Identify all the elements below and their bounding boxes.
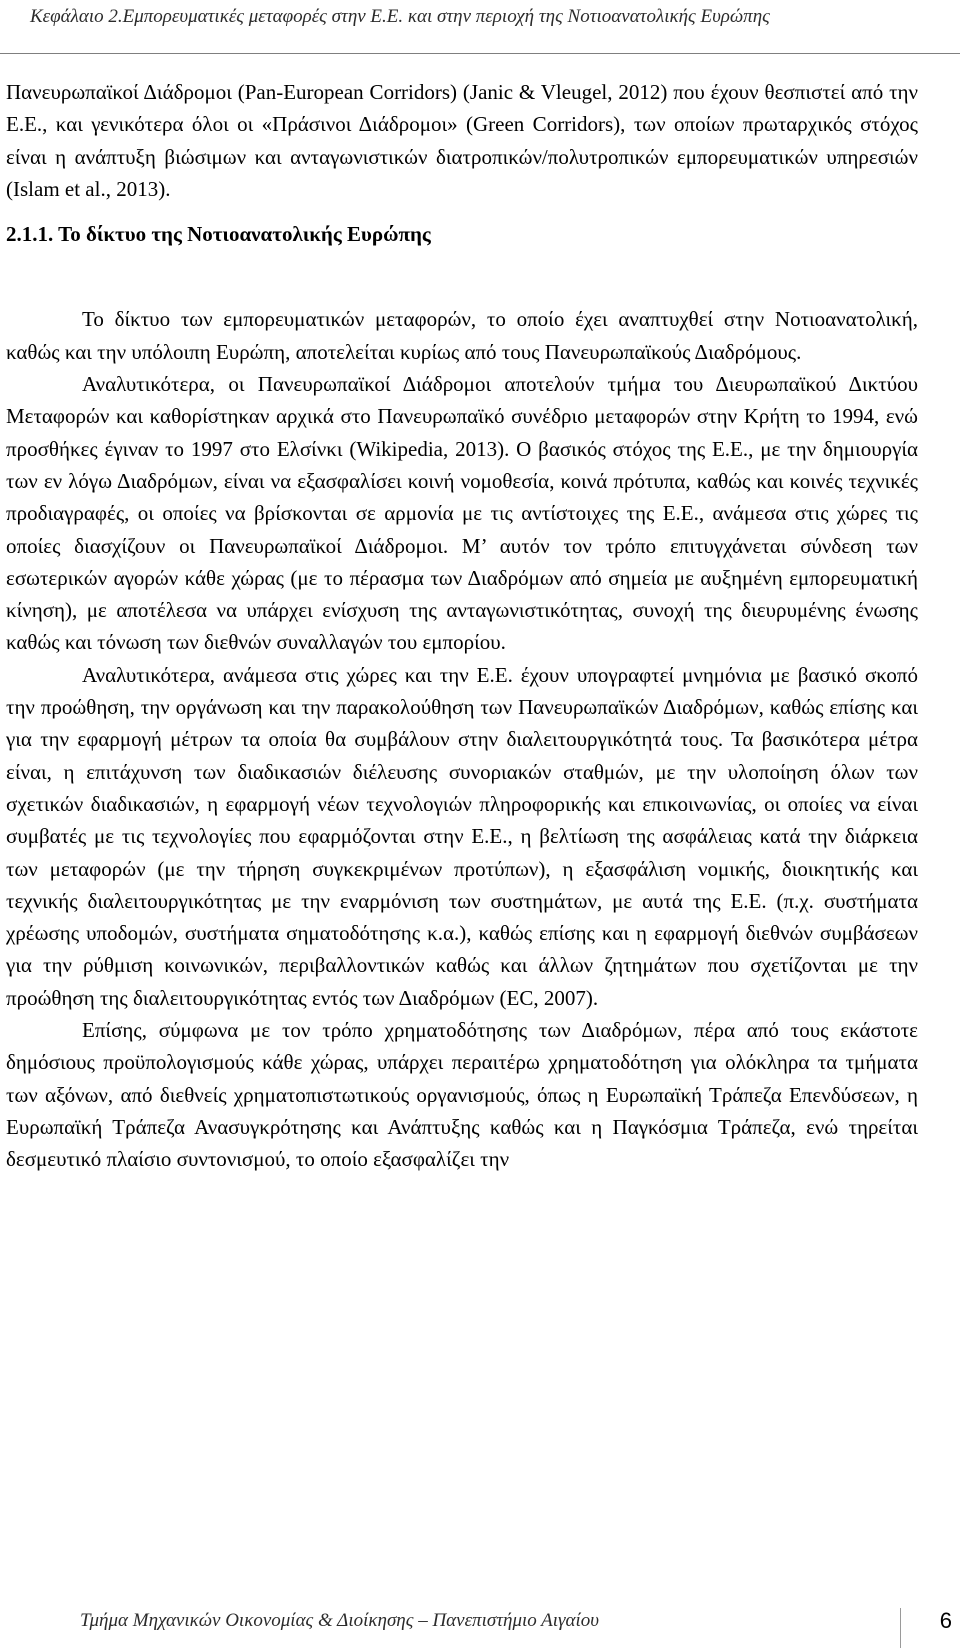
paragraph-continuation: Πανευρωπαϊκοί Διάδρομοι (Pan-European Corridors) (Janic & Vleugel, 2012) που έχουν θεσπιστεί από την Ε.Ε., και γενικότερα όλοι οι «Πράσινοι Διάδρομοι» (Green Corridors), των οποίων πρωταρχικός στόχος είναι η ανάπτυξη βιώσιμων και ανταγωνιστικών διατροπικών/πολυτροπικών εμπορευματικών υπηρεσιών (Islam et al., 2013). xyxy=(6,80,918,201)
running-title: Κεφάλαιο 2.Εμπορευματικές μεταφορές στην Ε.Ε. και στην περιοχή της Νοτιοανατολικής Ευρώπης xyxy=(30,6,770,27)
paragraph-memoranda: Αναλυτικότερα, ανάμεσα στις χώρες και την Ε.Ε. έχουν υπογραφτεί μνημόνια με βασικό σκοπό την προώθηση, την οργάνωση και την παρακολούθηση των Πανευρωπαϊκών Διαδρόμων, καθώς επίσης και για την εφαρμογή μέτρων τα οποία θα συμβάλουν στην διαλειτουργικότητά τους. Τα βασικότερα μέτρα είναι, η επιτάχυνση των διαδικασιών διέλευσης συνοριακών σταθμών, με την υλοποίηση όλων των σχετικών διαδικασιών, η εφαρμογή νέων τεχνολογιών πληροφορικής και επικοινωνίας, οι οποίες να είναι συμβατές με τις τεχνολογίες που εφαρμόζονται στην Ε.Ε., η βελτίωση της ασφάλειας κατά την διάρκεια των μεταφορών (με την τήρηση συγκεκριμένων προτύπων), η εξασφάλιση νομικής, διοικητικής και τεχνικής διαλειτουργικότητας με την εναρμόνιση των συστημάτων, με αυτά της Ε.Ε. (π.χ. συστήματα χρέωσης υποδομών, συστήματα σηματοδότησης κ.α.), καθώς επίσης και η εφαρμογή διεθνών συμβάσεων για την ρύθμιση κοινωνικών, περιβαλλοντικών καθώς και άλλων ζητημάτων που σχετίζονται με την προώθηση της διαλειτουργικότητας εντός των Διαδρόμων (EC, 2007). xyxy=(6,662,918,1010)
header-divider xyxy=(0,53,960,54)
paragraph-network-intro: Το δίκτυο των εμπορευματικών μεταφορών, το οποίο έχει αναπτυχθεί στην Νοτιοανατολική, καθώς και την υπόλοιπη Ευρώπη, αποτελείται κυρίως από τους Πανευρωπαϊκούς Διαδρόμους. xyxy=(6,307,918,364)
page-footer xyxy=(0,1610,960,1650)
page-body xyxy=(6,76,918,1176)
paragraph-funding: Επίσης, σύμφωνα με τον τρόπο χρηματοδότησης των Διαδρόμων, πέρα από τους εκάστοτε δημόσιους προϋπολογισμούς κάθε χώρας, υπάρχει περαιτέρω χρηματοδότηση για ολόκληρα τα τμήματα των αξόνων, από διεθνείς χρηματοπιστωτικούς οργανισμούς, όπως η Ευρωπαϊκή Τράπεζα Επενδύσεων, η Ευρωπαϊκή Τράπεζα Ανασυγκρότησης και Ανάπτυξης καθώς και η Παγκόσμια Τράπεζα, ενώ τηρείται δεσμευτικό πλαίσιο συντονισμού, το οποίο εξασφαλίζει την xyxy=(6,1018,918,1172)
page-number: 6 xyxy=(939,1608,952,1633)
section-heading: 2.1.1. Το δίκτυο της Νοτιοανατολικής Ευρώπης xyxy=(6,222,431,247)
page-header xyxy=(0,0,960,58)
footer-divider xyxy=(900,1608,901,1648)
paragraph-corridors-detail: Αναλυτικότερα, οι Πανευρωπαϊκοί Διάδρομοι αποτελούν τμήμα του Διευρωπαϊκού Δικτύου Μεταφορών και καθορίστηκαν αρχικά στο Πανευρωπαϊκό συνέδριο μεταφορών στην Κρήτη το 1994, ενώ προσθήκες έγιναν το 1997 στο Ελσίνκι (Wikipedia, 2013). Ο βασικός στόχος της Ε.Ε., με την δημιουργία των εν λόγω Διαδρόμων, είναι να εξασφαλίσει κοινή νομοθεσία, κοινά πρότυπα, καθώς και κοινές τεχνικές προδιαγραφές, οι οποίες να βρίσκονται σε αρμονία με τις αντίστοιχες της Ε.Ε., ανάμεσα στις χώρες τις οποίες διασχίζουν οι Πανευρωπαϊκοί Διάδρομοι. Μ’ αυτόν τον τρόπο επιτυγχάνεται σύνδεση των εσωτερικών αγορών κάθε χώρας (με το πέρασμα των Διαδρόμων από σημεία με αυξημένη εμπορευματική κίνηση), με αποτέλεσα να υπάρχει ενίσχυση της ανταγωνιστικότητας, συνοχή της διευρυμένης ένωσης καθώς και τόνωση των διεθνών συναλλαγών του εμπορίου. xyxy=(6,372,918,655)
footer-institution: Τμήμα Μηχανικών Οικονομίας & Διοίκησης – Πανεπιστήμιο Αιγαίου xyxy=(80,1610,600,1631)
